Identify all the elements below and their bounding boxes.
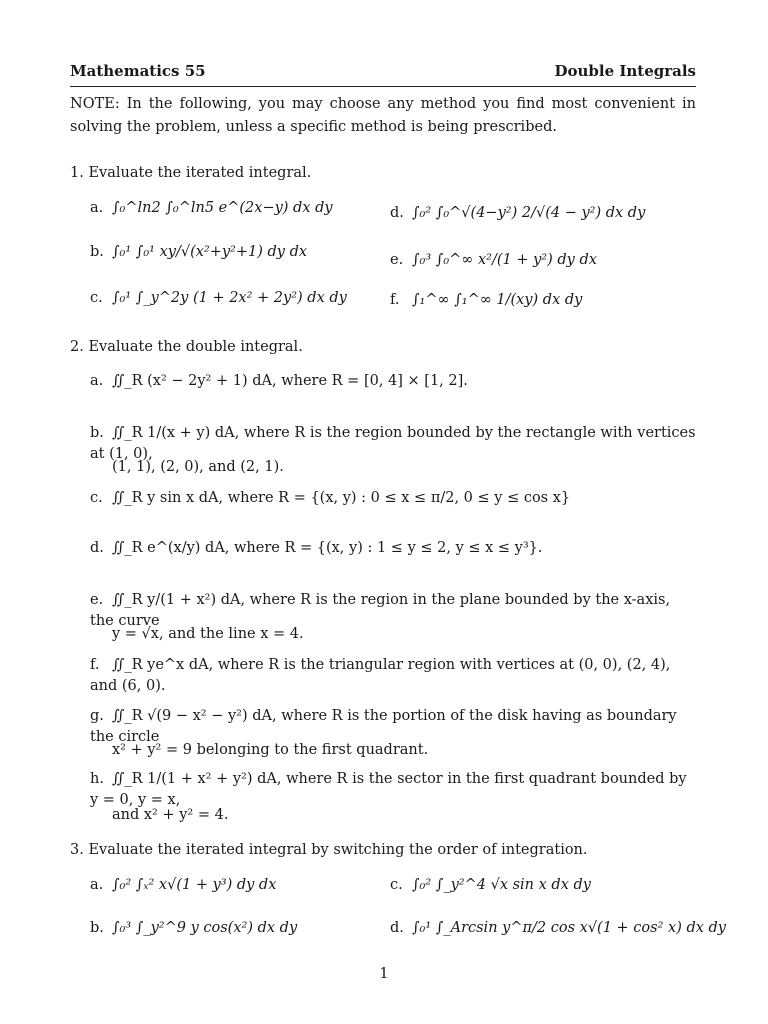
q1-f-expr: ∫₁^∞ ∫₁^∞ 1/(xy) dx dy xyxy=(412,292,583,308)
q2-item-c: c. ∬_R y sin x dA, where R = {(x, y) : 0 ≤ x ≤ π/2, 0 ≤ y ≤ cos x} xyxy=(90,490,571,506)
q1-c-expr: ∫₀¹ ∫_y^2y (1 + 2x² + 2y²) dx dy xyxy=(112,290,347,306)
q2-item-f: f. ∬_R ye^x dA, where R is the triangular region with vertices at (0, 0), (2, 4), and (6, 0). xyxy=(90,657,671,694)
q3-item-c: c. ∫₀² ∫_y²^4 √x sin x dx dy xyxy=(390,877,591,893)
q1-a-expr: ∫₀^ln2 ∫₀^ln5 e^(2x−y) dx dy xyxy=(112,200,333,216)
q3-d-expr: ∫₀¹ ∫_Arcsin y^π/2 cos x√(1 + cos² x) dx dy xyxy=(412,920,727,936)
q1-item-d: d. ∫₀² ∫₀^√(4−y²) 2/√(4 − y²) dx dy xyxy=(390,205,646,221)
q1-item-c: c. ∫₀¹ ∫_y^2y (1 + 2x² + 2y²) dx dy xyxy=(90,290,347,306)
q2-e-continuation: y = √x, and the line x = 4. xyxy=(112,626,304,642)
q1-item-a: a. ∫₀^ln2 ∫₀^ln5 e^(2x−y) dx dy xyxy=(90,200,333,216)
q1-item-e: e. ∫₀³ ∫₀^∞ x²/(1 + y²) dy dx xyxy=(390,252,597,268)
q2-e-expr: ∬_R y/(1 + x²) dA, where R is the region in the plane bounded by the x-axis, the curve xyxy=(90,592,671,629)
q2-item-g: g. ∬_R √(9 − x² − y²) dA, where R is the portion of the disk having as boundary the circle xyxy=(90,708,677,745)
q2-b-expr: ∬_R 1/(x + y) dA, where R is the region bounded by the rectangle with vertices at (1, 0), xyxy=(90,425,696,462)
q2-h-expr: ∬_R 1/(1 + x² + y²) dA, where R is the sector in the first quadrant bounded by y = 0, y = x, xyxy=(90,771,687,808)
q2-d-expr: ∬_R e^(x/y) dA, where R = {(x, y) : 1 ≤ y ≤ 2, y ≤ x ≤ y³}. xyxy=(112,540,543,556)
q3-item-a: a. ∫₀² ∫ₓ² x√(1 + y³) dy dx xyxy=(90,877,277,893)
q3-item-b: b. ∫₀³ ∫_y²^9 y cos(x²) dx dy xyxy=(90,920,298,936)
q1-e-expr: ∫₀³ ∫₀^∞ x²/(1 + y²) dy dx xyxy=(412,252,597,268)
q2-item-d: d. ∬_R e^(x/y) dA, where R = {(x, y) : 1 ≤ y ≤ 2, y ≤ x ≤ y³}. xyxy=(90,540,543,556)
q2-item-e: e. ∬_R y/(1 + x²) dA, where R is the region in the plane bounded by the x-axis, the curve xyxy=(90,592,671,629)
topic-title: Double Integrals xyxy=(554,62,696,80)
q2-c-expr: ∬_R y sin x dA, where R = {(x, y) : 0 ≤ x ≤ π/2, 0 ≤ y ≤ cos x} xyxy=(112,490,571,506)
q1-b-expr: ∫₀¹ ∫₀¹ xy/√(x²+y²+1) dy dx xyxy=(112,244,308,260)
q3-title: 3. Evaluate the iterated integral by switching the order of integration. xyxy=(70,842,588,858)
course-title: Mathematics 55 xyxy=(70,62,206,80)
q3-a-expr: ∫₀² ∫ₓ² x√(1 + y³) dy dx xyxy=(112,877,277,893)
q1-item-b: b. ∫₀¹ ∫₀¹ xy/√(x²+y²+1) dy dx xyxy=(90,244,308,260)
q3-b-expr: ∫₀³ ∫_y²^9 y cos(x²) dx dy xyxy=(112,920,298,936)
q2-a-expr: ∬_R (x² − 2y² + 1) dA, where R = [0, 4] × [1, 2]. xyxy=(112,373,468,389)
page-number: 1 xyxy=(379,966,389,982)
q1-item-f: f. ∫₁^∞ ∫₁^∞ 1/(xy) dx dy xyxy=(390,292,583,308)
q2-b-continuation: (1, 1), (2, 0), and (2, 1). xyxy=(112,459,284,475)
q3-c-expr: ∫₀² ∫_y²^4 √x sin x dx dy xyxy=(412,877,591,893)
q2-item-h: h. ∬_R 1/(1 + x² + y²) dA, where R is the sector in the first quadrant bounded by y = 0, y = x, xyxy=(90,771,687,808)
q2-item-a: a. ∬_R (x² − 2y² + 1) dA, where R = [0, 4] × [1, 2]. xyxy=(90,373,468,389)
q3-item-d: d. ∫₀¹ ∫_Arcsin y^π/2 cos x√(1 + cos² x) dx dy xyxy=(390,920,727,936)
q2-h-continuation: and x² + y² = 4. xyxy=(112,807,229,823)
q2-f-expr: ∬_R ye^x dA, where R is the triangular region with vertices at (0, 0), (2, 4), and (6, 0). xyxy=(90,657,671,694)
note-paragraph: NOTE: In the following, you may choose any method you find most convenient in solving the problem, unless a specific method is being prescribed. xyxy=(70,96,696,135)
q2-g-continuation: x² + y² = 9 belonging to the first quadrant. xyxy=(112,742,429,758)
q2-item-b: b. ∬_R 1/(x + y) dA, where R is the region bounded by the rectangle with vertices at (1, 0), xyxy=(90,425,696,462)
q2-title: 2. Evaluate the double integral. xyxy=(70,339,303,355)
q2-g-expr: ∬_R √(9 − x² − y²) dA, where R is the portion of the disk having as boundary the circle xyxy=(90,708,677,745)
q1-d-expr: ∫₀² ∫₀^√(4−y²) 2/√(4 − y²) dx dy xyxy=(412,205,646,221)
q1-title: 1. Evaluate the iterated integral. xyxy=(70,165,312,181)
header-rule xyxy=(70,86,696,87)
